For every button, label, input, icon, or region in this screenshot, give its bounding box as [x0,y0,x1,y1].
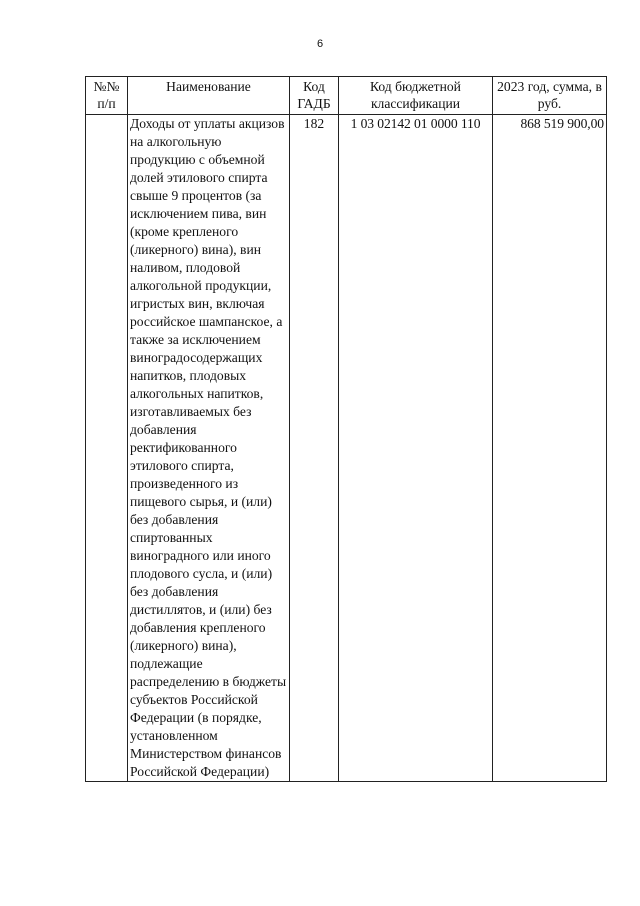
header-gadb-code: Код ГАДБ [290,77,339,115]
row-name: Доходы от уплаты акцизов на алкогольную продукцию с объемной долей этилового спирта свыше 9 процентов (за исключением пива, вин (кроме крепленого (ликерного) вина), вин наливом, плодовой алкогольной продукции, игристых вин, включая российское шампанское, а также за исключением виноградосодержащих напитков, плодовых алкогольных напитков, изготавливаемых без добавления ректификованного этилового спирта, произведенного из пищевого сырья, и (или) без добавления спиртованных виноградного или иного плодового сусла, и (или) без добавления дистиллятов, и (или) без добавления крепленого (ликерного) вина), подлежащие распределению в бюджеты субъектов Российской Федерации (в порядке, установленном Министерством финансов Российской Федерации) [128,115,290,782]
row-budget-classification-code: 1 03 02142 01 0000 110 [339,115,493,782]
row-sum: 868 519 900,00 [493,115,607,782]
row-number [86,115,128,782]
budget-revenue-table [85,76,607,782]
table-header-row [86,77,607,115]
header-number: №№ п/п [86,77,128,115]
header-sum-2023: 2023 год, сумма, в руб. [493,77,607,115]
row-gadb-code: 182 [290,115,339,782]
page-number: 6 [316,38,324,50]
header-budget-classification-code: Код бюджетной классификации [339,77,493,115]
header-name: Наименование [128,77,290,115]
table-row [86,115,607,782]
